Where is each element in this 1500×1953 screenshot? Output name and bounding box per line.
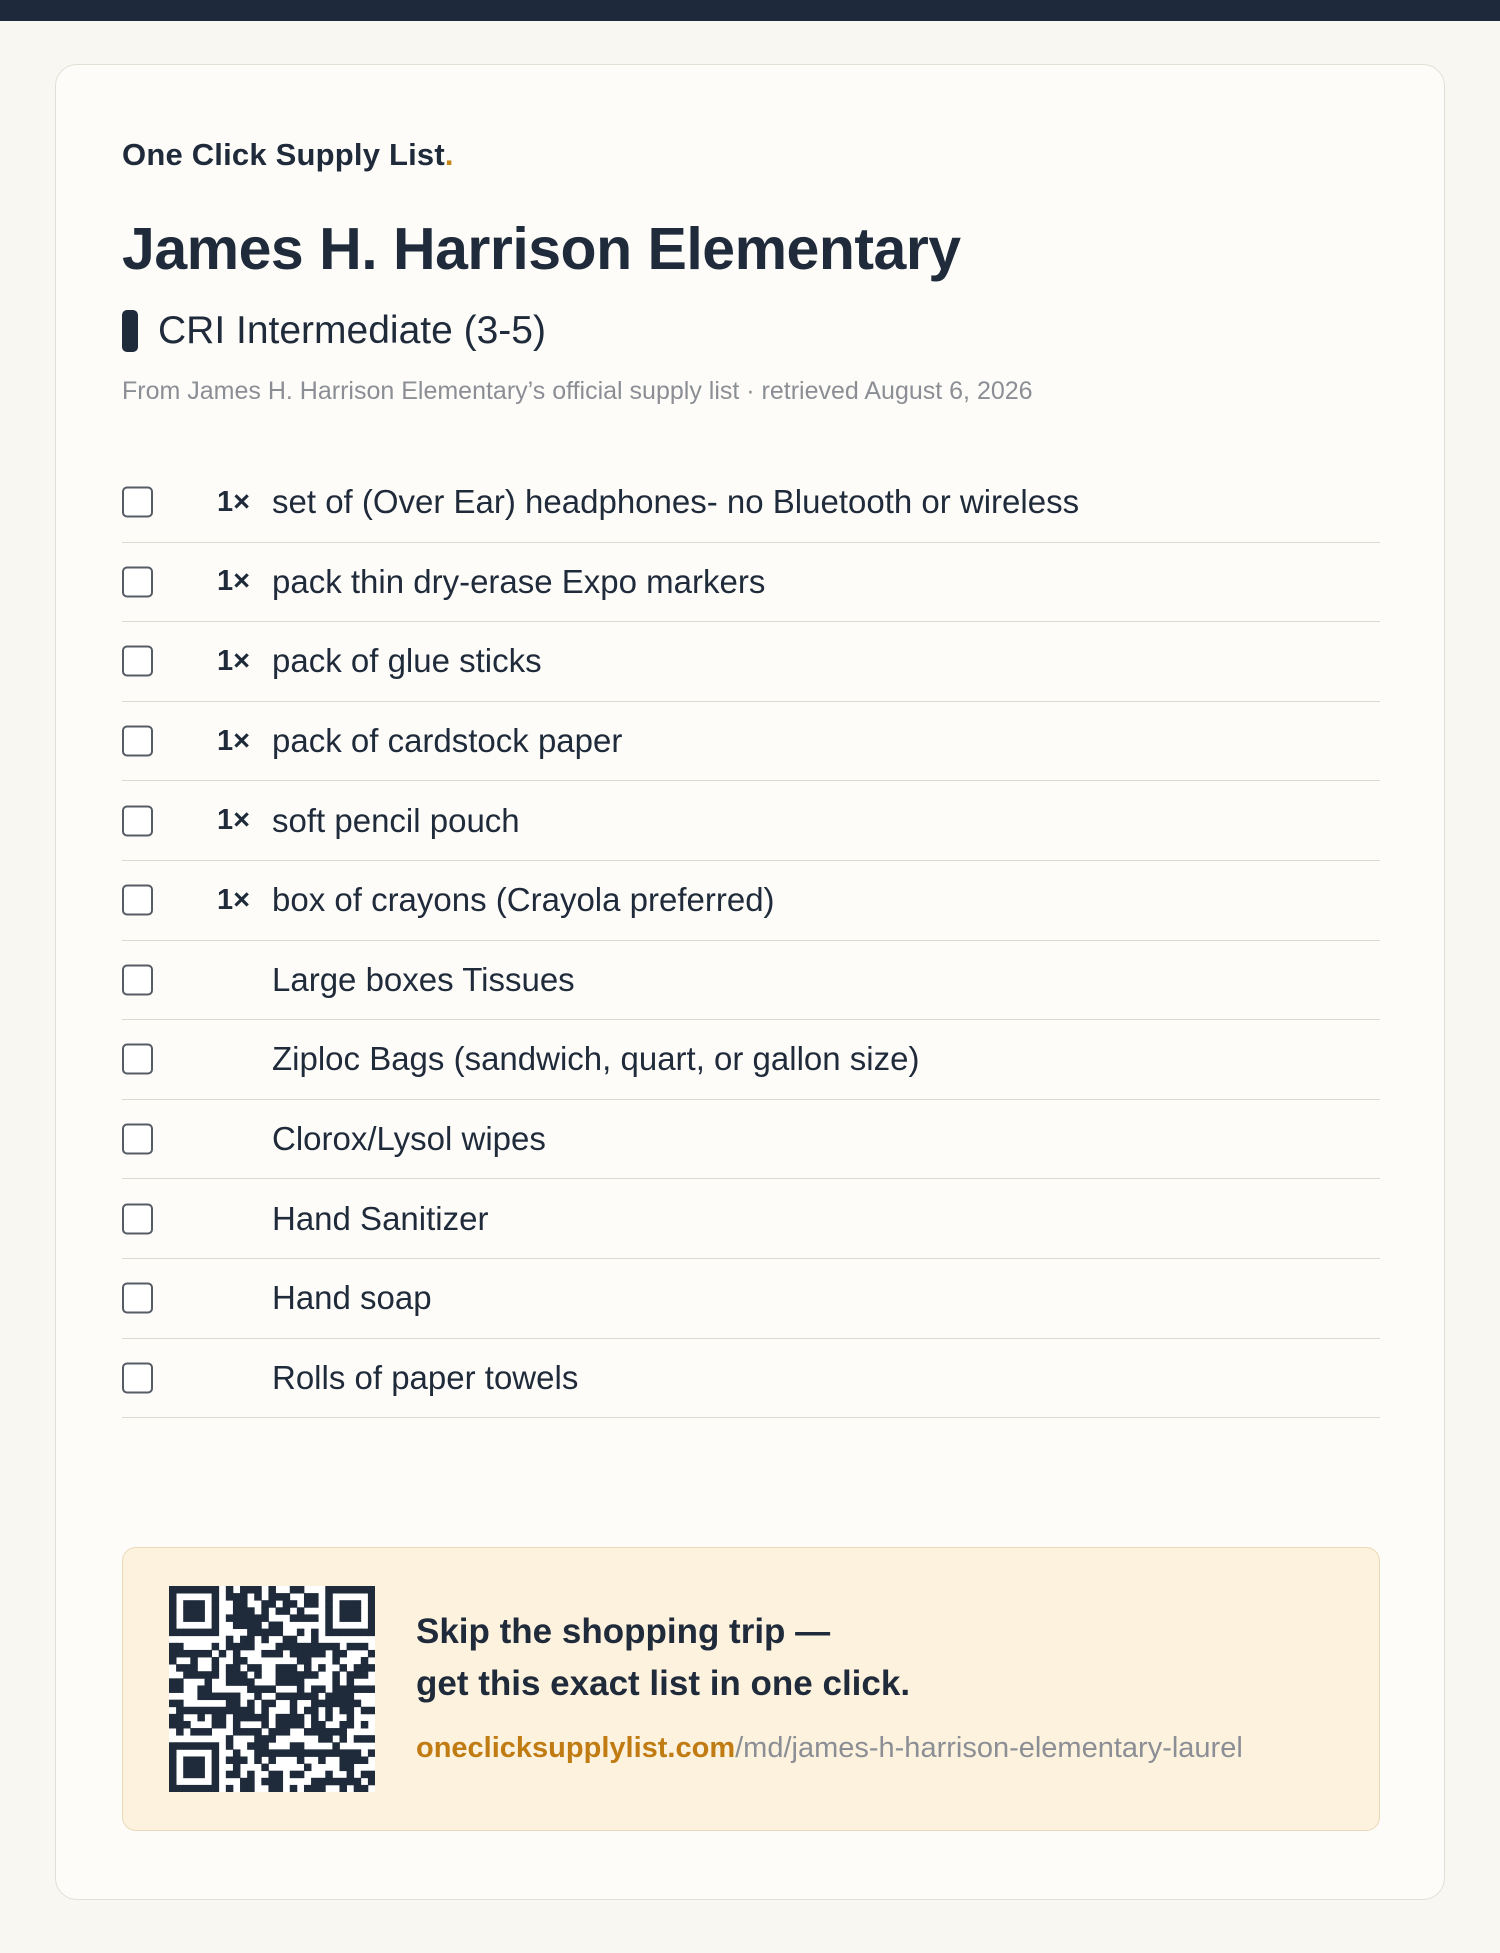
- item-label: pack of glue sticks: [272, 642, 542, 680]
- item-quantity: 1×: [217, 883, 251, 916]
- item-label: Large boxes Tissues: [272, 960, 575, 998]
- list-title-marker: [122, 310, 138, 352]
- item-label: Clorox/Lysol wipes: [272, 1120, 546, 1158]
- promo-link[interactable]: [416, 1732, 1243, 1765]
- item-label: Hand soap: [272, 1279, 432, 1317]
- promo-line-1: Skip the shopping trip —: [416, 1612, 831, 1651]
- promo-banner: [122, 1547, 1380, 1831]
- item-checkbox[interactable]: [122, 646, 153, 677]
- item-checkbox[interactable]: [122, 964, 153, 995]
- list-title: [122, 309, 546, 353]
- list-item[interactable]: [122, 1179, 1380, 1259]
- supply-items-list: [122, 463, 1380, 1418]
- item-checkbox[interactable]: [122, 1124, 153, 1155]
- item-quantity: 1×: [217, 485, 251, 518]
- item-label: Hand Sanitizer: [272, 1199, 489, 1237]
- list-item[interactable]: [122, 1259, 1380, 1339]
- item-checkbox[interactable]: [122, 1362, 153, 1393]
- list-item[interactable]: [122, 1020, 1380, 1100]
- list-item[interactable]: [122, 543, 1380, 623]
- item-checkbox[interactable]: [122, 726, 153, 757]
- item-quantity: 1×: [217, 724, 251, 757]
- promo-link-domain[interactable]: oneclicksupplylist.com: [416, 1732, 736, 1764]
- top-accent-bar: [0, 0, 1500, 21]
- list-item[interactable]: [122, 463, 1380, 543]
- item-checkbox[interactable]: [122, 487, 153, 518]
- list-item[interactable]: [122, 781, 1380, 861]
- school-name: James H. Harrison Elementary: [122, 216, 961, 282]
- item-checkbox[interactable]: [122, 805, 153, 836]
- item-label: Rolls of paper towels: [272, 1358, 579, 1396]
- item-label: Ziploc Bags (sandwich, quart, or gallon size): [272, 1040, 920, 1078]
- item-checkbox[interactable]: [122, 885, 153, 916]
- item-checkbox[interactable]: [122, 1044, 153, 1075]
- item-quantity: 1×: [217, 565, 251, 598]
- list-item[interactable]: [122, 861, 1380, 941]
- item-label: box of crayons (Crayola preferred): [272, 881, 775, 919]
- promo-headline: [416, 1606, 910, 1710]
- item-checkbox[interactable]: [122, 1283, 153, 1314]
- list-item[interactable]: [122, 941, 1380, 1021]
- item-checkbox[interactable]: [122, 1203, 153, 1234]
- item-quantity: 1×: [217, 644, 251, 677]
- item-label: pack thin dry-erase Expo markers: [272, 562, 766, 600]
- supply-list-card: [55, 64, 1445, 1900]
- list-item[interactable]: [122, 622, 1380, 702]
- list-title-text: CRI Intermediate (3-5): [158, 309, 546, 352]
- source-note: From James H. Harrison Elementary’s official supply list · retrieved August 6, 2026: [122, 377, 1033, 405]
- list-item[interactable]: [122, 1100, 1380, 1180]
- item-label: pack of cardstock paper: [272, 722, 623, 760]
- promo-line-2: get this exact list in one click.: [416, 1664, 911, 1703]
- item-checkbox[interactable]: [122, 566, 153, 597]
- brand-dot: .: [444, 137, 454, 172]
- item-label: soft pencil pouch: [272, 801, 520, 839]
- item-quantity: 1×: [217, 804, 251, 837]
- promo-link-path[interactable]: /md/james-h-harrison-elementary-laurel: [735, 1732, 1243, 1764]
- item-label: set of (Over Ear) headphones- no Bluetooth or wireless: [272, 483, 1080, 521]
- qr-code-icon[interactable]: [169, 1586, 375, 1792]
- list-item[interactable]: [122, 702, 1380, 782]
- brand-logo: [122, 137, 454, 173]
- list-item[interactable]: [122, 1339, 1380, 1419]
- brand-name: One Click Supply List: [122, 137, 445, 172]
